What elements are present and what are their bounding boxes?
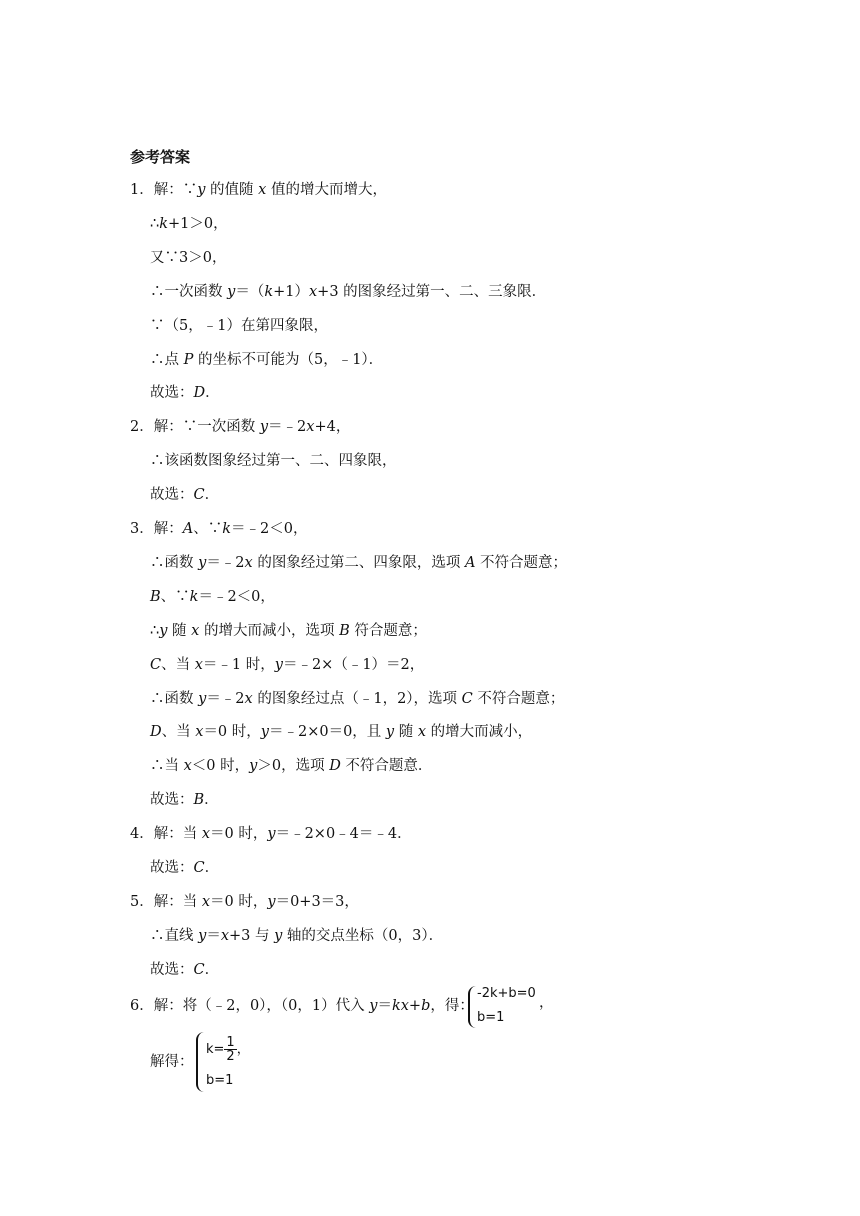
solution-line: 故选：B． <box>150 792 219 808</box>
solution-line: 3．解：A、∵k＝﹣2＜0， <box>130 521 308 537</box>
solution-line: 1．解：∵y 的值随 x 值的增大而增大， <box>130 182 387 198</box>
solution-line: 4．解：当 x＝0 时，y＝﹣2×0﹣4＝﹣4． <box>130 826 412 842</box>
fraction-numerator: 1 <box>226 1035 235 1050</box>
system2-tail: ， <box>236 1042 250 1057</box>
solution-line: 2．解：∵一次函数 y＝﹣2x+4， <box>130 419 351 435</box>
solution-line: ∴当 x＜0 时，y＞0，选项 D 不符合题意． <box>150 758 433 774</box>
system2-eq1 <box>206 1036 250 1063</box>
solution-line: C、当 x＝﹣1 时，y＝﹣2×（﹣1）＝2， <box>150 657 425 673</box>
answer-heading: 参考答案 <box>130 148 191 166</box>
fraction-denominator: 2 <box>226 1049 235 1064</box>
solution-line: ∴函数 y＝﹣2x 的图象经过第二、四象限，选项 A 不符合题意； <box>150 555 568 571</box>
solution-line: 故选：C． <box>150 962 220 978</box>
system1-tail: ， <box>539 995 554 1011</box>
solution-line: 解得： <box>150 1054 194 1070</box>
solution-line: ∴k+1＞0， <box>150 216 228 232</box>
system2-eq2: b=1 <box>206 1073 234 1088</box>
system2-brace <box>196 1032 204 1092</box>
solution-line: 6．解：将（﹣2，0），（0，1）代入 y＝kx+b，得： <box>130 998 474 1014</box>
system2-k-prefix: k= <box>206 1042 225 1057</box>
solution-line: B、∵k＝﹣2＜0， <box>150 589 275 605</box>
solution-line: 又∵3＞0， <box>150 250 227 266</box>
solution-line: ∴一次函数 y＝（k+1）x+3 的图象经过第一、二、三象限． <box>150 284 547 300</box>
fraction <box>224 1036 236 1063</box>
solution-line: 故选：C． <box>150 487 220 503</box>
solution-line: ∴直线 y＝x+3 与 y 轴的交点坐标（0，3）． <box>150 928 444 944</box>
system1-eq2: b=1 <box>477 1010 505 1025</box>
solution-line: 故选：C． <box>150 860 220 876</box>
system1-brace <box>468 986 476 1028</box>
solution-line: 故选：D． <box>150 385 220 401</box>
solution-line: D、当 x＝0 时，y＝﹣2×0＝0，且 y 随 x 的增大而减小， <box>150 724 533 740</box>
solution-line: ∴点 P 的坐标不可能为（5，﹣1）． <box>150 352 384 368</box>
solution-line: ∴该函数图象经过第一、二、四象限， <box>150 453 397 469</box>
solution-line: 5．解：当 x＝0 时，y＝0+3＝3， <box>130 894 359 910</box>
solution-line: ∵（5，﹣1）在第四象限， <box>150 318 328 334</box>
solution-line: ∴y 随 x 的增大而减小，选项 B 符合题意； <box>150 623 427 639</box>
solution-line: ∴函数 y＝﹣2x 的图象经过点（﹣1，2），选项 C 不符合题意； <box>150 691 565 707</box>
system1-eq1: -2k+b=0 <box>477 986 536 1001</box>
